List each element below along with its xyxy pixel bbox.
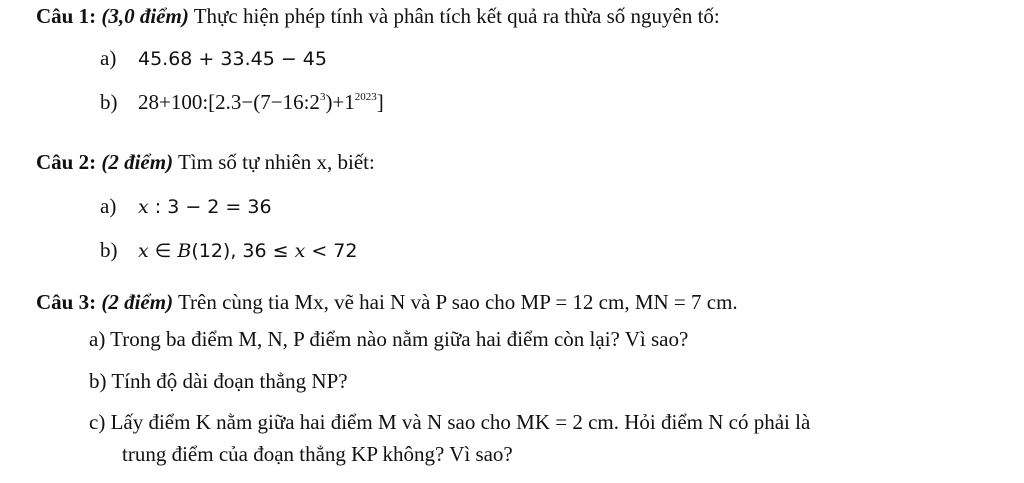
question-3-score: (2 điểm)	[101, 290, 174, 314]
question-1a-expression: 45.68 + 33.45 − 45	[138, 48, 327, 70]
question-2-heading	[36, 148, 375, 176]
question-2a	[100, 192, 272, 221]
question-3-text: Trên cùng tia Mx, vẽ hai N và P sao cho MP = 12 cm, MN = 7 cm.	[177, 290, 738, 314]
question-1b-expr-part1: 28+100:[2.3−(7−16:2	[138, 90, 320, 114]
question-2a-expression: : 3 − 2 = 36	[148, 196, 272, 218]
question-2b-variable-2: x	[294, 240, 306, 262]
question-2b-upper-bound: < 72	[305, 240, 358, 262]
question-1b	[100, 88, 384, 116]
question-1b-exponent-1: 3	[319, 91, 326, 103]
question-3c-line-1: c) Lấy điểm K nằm giữa hai điểm M và N sao cho MK = 2 cm. Hỏi điểm N có phải là	[89, 410, 811, 434]
question-2a-label: a)	[100, 194, 117, 218]
question-1-number: Câu 1:	[36, 4, 97, 28]
question-2b-variable-1: x	[138, 240, 149, 262]
question-2a-variable: x	[138, 196, 149, 218]
question-1-text: Thực hiện phép tính và phân tích kết quả ra thừa số nguyên tố:	[193, 4, 720, 28]
question-1-score: (3,0 điểm)	[101, 4, 189, 28]
question-2-score: (2 điểm)	[101, 150, 174, 174]
question-1-heading	[36, 2, 720, 30]
question-3c-line-2: trung điểm của đoạn thẳng KP không? Vì sao?	[122, 442, 513, 466]
question-1b-expr-part3: ]	[376, 90, 384, 114]
question-2-text: Tìm số tự nhiên x, biết:	[177, 150, 375, 174]
question-3-heading	[36, 288, 738, 316]
question-1b-label: b)	[100, 90, 118, 114]
question-1b-expr-part2: )+1	[325, 90, 355, 114]
question-1b-expression	[138, 90, 384, 114]
question-2b-condition: (12), 36 ≤	[191, 240, 295, 262]
question-2-number: Câu 2:	[36, 150, 97, 174]
question-1a	[100, 44, 327, 73]
question-2b-element-of: ∈	[148, 240, 178, 262]
question-2b-label: b)	[100, 238, 118, 262]
question-1b-exponent-2: 2023	[354, 91, 377, 103]
question-2b-set-name: B	[177, 240, 192, 262]
question-3a: a) Trong ba điểm M, N, P điểm nào nằm giữa hai điểm còn lại? Vì sao?	[89, 327, 689, 351]
question-3-number: Câu 3:	[36, 290, 97, 314]
question-2b	[100, 236, 358, 265]
question-3b: b) Tính độ dài đoạn thẳng NP?	[89, 369, 348, 393]
question-1a-label: a)	[100, 46, 117, 70]
